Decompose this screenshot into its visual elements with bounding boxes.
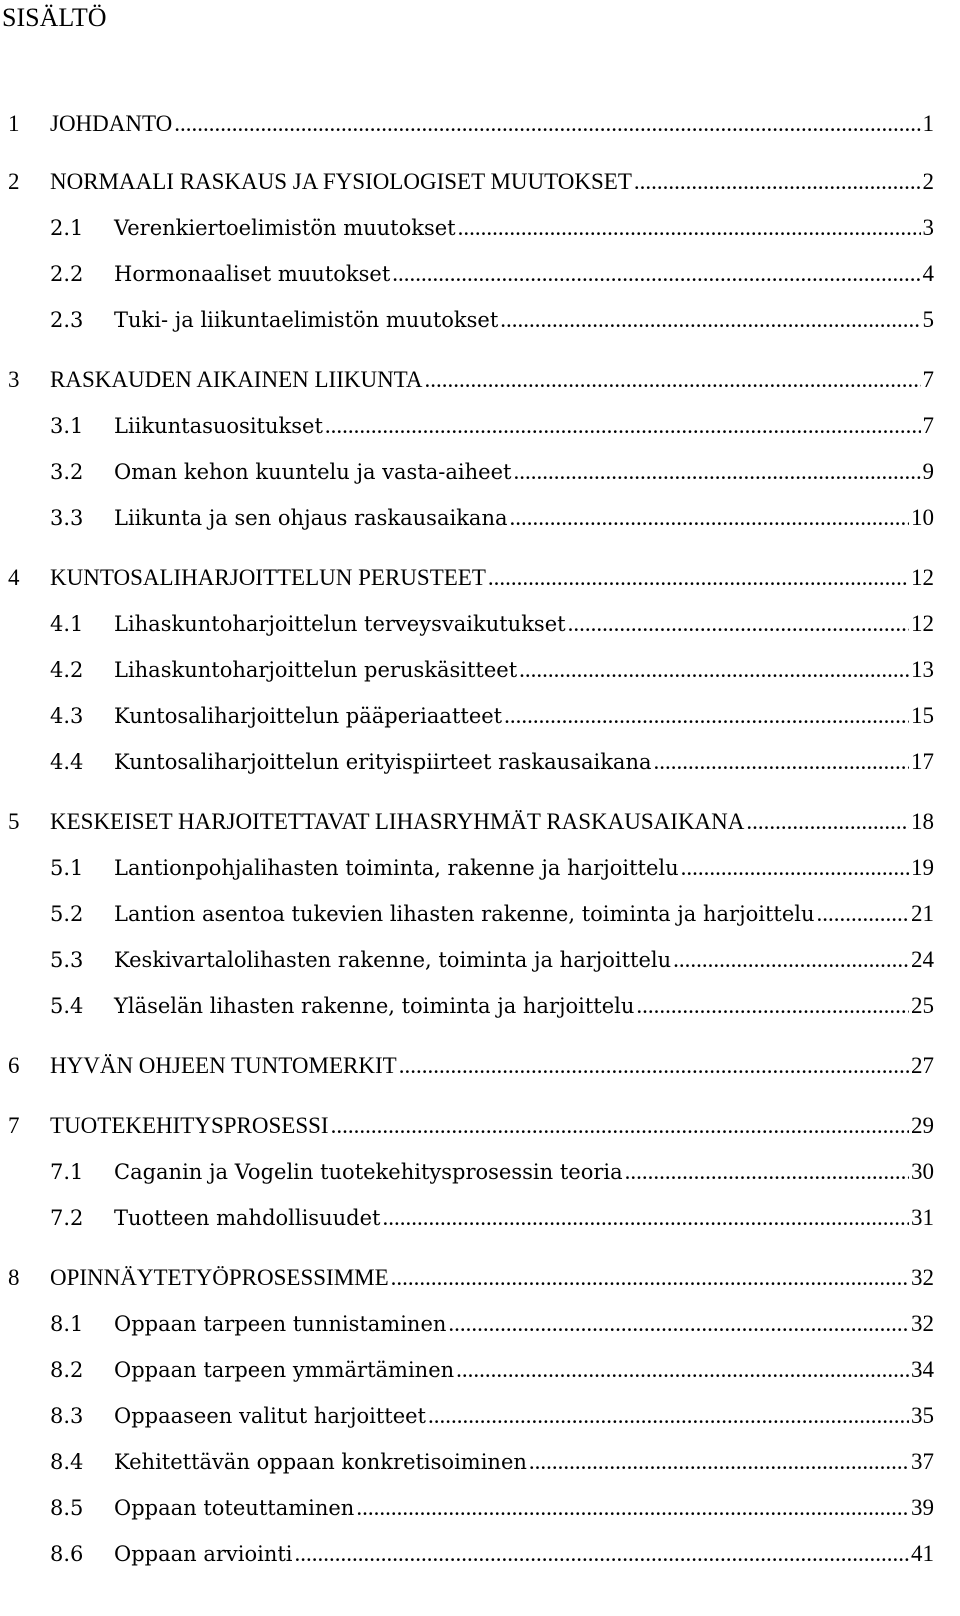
- page-title: SISÄLTÖ: [2, 3, 107, 32]
- toc-entry-page-number: 12: [911, 611, 934, 636]
- toc-entry[interactable]: [50, 608, 934, 640]
- toc-entry-page-number: 27: [911, 1053, 934, 1078]
- toc-entry-title: Verenkiertoelimistön muutokset: [114, 216, 456, 240]
- toc-entry-number: 8.5: [50, 1496, 84, 1520]
- toc-entry-number: 4: [8, 565, 20, 590]
- toc-entry-page-number: 3: [922, 215, 934, 240]
- toc-entry-number: 2.1: [50, 216, 84, 240]
- toc-entry-page-number: 10: [911, 505, 934, 530]
- toc-entry-page-number: 9: [922, 459, 934, 484]
- toc-entry[interactable]: [50, 502, 934, 534]
- toc-entry-page-number: 19: [911, 855, 934, 880]
- toc-entry-number: 4.3: [50, 704, 84, 728]
- toc-entry-title: JOHDANTO: [50, 111, 173, 136]
- toc-entry-title: Lihaskuntoharjoittelun terveysvaikutukset: [114, 612, 566, 636]
- toc-entry-page-number: 30: [911, 1159, 934, 1184]
- toc-entry-page-number: 12: [911, 565, 934, 590]
- toc-entry-number: 6: [8, 1053, 20, 1078]
- toc-entry-number: 7: [8, 1113, 20, 1138]
- toc-entry-title: Hormonaaliset muutokset: [114, 262, 391, 286]
- toc-entry-title: Oppaaseen valitut harjoitteet: [114, 1404, 426, 1428]
- toc-entry-number: 5.4: [50, 994, 84, 1018]
- toc-entry[interactable]: [8, 166, 934, 198]
- toc-entry-number: 3: [8, 367, 20, 392]
- toc-entry-page-number: 35: [911, 1403, 934, 1428]
- toc-dot-leader: [392, 258, 920, 290]
- toc-entry-number: 4.2: [50, 658, 84, 682]
- toc-entry-title: Lantionpohjalihasten toiminta, rakenne ja harjoittelu: [114, 856, 679, 880]
- toc-entry[interactable]: [50, 456, 934, 488]
- toc-entry-page-number: 31: [911, 1205, 934, 1230]
- toc-entry-number: 8.3: [50, 1404, 84, 1428]
- toc-entry-number: 5: [8, 809, 20, 834]
- toc-entry-title: Caganin ja Vogelin tuotekehitysprosessin teoria: [114, 1160, 623, 1184]
- toc-dot-leader: [636, 990, 909, 1022]
- toc-entry-title: Lantion asentoa tukevien lihasten rakenne, toiminta ja harjoittelu: [114, 902, 815, 926]
- toc-entry[interactable]: [50, 1308, 934, 1340]
- toc-entry-number: 3.1: [50, 414, 84, 438]
- toc-entry-title: Tuki- ja liikuntaelimistön muutokset: [114, 308, 499, 332]
- toc-entry-number: 1: [8, 111, 20, 136]
- toc-entry-page-number: 7: [922, 367, 934, 392]
- toc-entry[interactable]: [8, 1050, 934, 1082]
- toc-dot-leader: [331, 1110, 909, 1142]
- toc-entry[interactable]: [50, 212, 934, 244]
- toc-entry-title: Liikuntasuositukset: [114, 414, 323, 438]
- toc-entry[interactable]: [50, 990, 934, 1022]
- toc-entry[interactable]: [8, 364, 934, 396]
- toc-dot-leader: [746, 806, 909, 838]
- toc-entry-page-number: 1: [922, 111, 934, 136]
- toc-dot-leader: [500, 304, 920, 336]
- toc-entry-page-number: 21: [911, 901, 934, 926]
- toc-entry-number: 8.2: [50, 1358, 84, 1382]
- toc-dot-leader: [428, 1400, 909, 1432]
- toc-dot-leader: [391, 1262, 909, 1294]
- toc-dot-leader: [458, 212, 921, 244]
- toc-entry[interactable]: [50, 852, 934, 884]
- toc-entry-number: 2: [8, 169, 20, 194]
- toc-entry[interactable]: [8, 1262, 934, 1294]
- toc-entry-page-number: 41: [911, 1541, 934, 1566]
- toc-dot-leader: [425, 364, 921, 396]
- toc-entry[interactable]: [50, 898, 934, 930]
- toc-entry[interactable]: [50, 1202, 934, 1234]
- toc-entry-title: RASKAUDEN AIKAINEN LIIKUNTA: [50, 367, 423, 392]
- toc-entry-title: NORMAALI RASKAUS JA FYSIOLOGISET MUUTOKSET: [50, 169, 632, 194]
- toc-entry-number: 8.6: [50, 1542, 84, 1566]
- toc-entry[interactable]: [50, 410, 934, 442]
- toc-entry-title: Kuntosaliharjoittelun erityispiirteet raskausaikana: [114, 750, 652, 774]
- toc-entry[interactable]: [50, 1538, 934, 1570]
- toc-entry-number: 8.1: [50, 1312, 84, 1336]
- toc-entry-title: Oppaan arviointi: [114, 1542, 293, 1566]
- toc-dot-leader: [529, 1446, 909, 1478]
- toc-entry-number: 2.3: [50, 308, 84, 332]
- toc-dot-leader: [625, 1156, 909, 1188]
- toc-entry-page-number: 25: [911, 993, 934, 1018]
- toc-entry[interactable]: [50, 1492, 934, 1524]
- toc-dot-leader: [654, 746, 910, 778]
- toc-entry[interactable]: [50, 1156, 934, 1188]
- toc-entry-page-number: 7: [922, 413, 934, 438]
- toc-dot-leader: [399, 1050, 909, 1082]
- toc-entry-page-number: 5: [922, 307, 934, 332]
- toc-entry-title: Lihaskuntoharjoittelun peruskäsitteet: [114, 658, 518, 682]
- toc-entry-title: KUNTOSALIHARJOITTELUN PERUSTEET: [50, 565, 486, 590]
- toc-entry[interactable]: [50, 654, 934, 686]
- toc-entry-page-number: 13: [911, 657, 934, 682]
- toc-entry-title: Keskivartalolihasten rakenne, toiminta ja harjoittelu: [114, 948, 672, 972]
- toc-dot-leader: [356, 1492, 909, 1524]
- toc-entry-title: Oppaan tarpeen tunnistaminen: [114, 1312, 447, 1336]
- toc-dot-leader: [174, 108, 920, 140]
- toc-dot-leader: [519, 654, 909, 686]
- toc-entry-page-number: 32: [911, 1265, 934, 1290]
- toc-entry[interactable]: [50, 746, 934, 778]
- toc-entry-title: Kuntosaliharjoittelun pääperiaatteet: [114, 704, 503, 728]
- toc-entry-title: OPINNÄYTETYÖPROSESSIMME: [50, 1265, 389, 1290]
- toc-dot-leader: [504, 700, 909, 732]
- toc-entry-title: Yläselän lihasten rakenne, toiminta ja harjoittelu: [114, 994, 635, 1018]
- toc-entry[interactable]: [50, 700, 934, 732]
- toc-entry[interactable]: [8, 562, 934, 594]
- toc-entry-page-number: 29: [911, 1113, 934, 1138]
- toc-entry-page-number: 32: [911, 1311, 934, 1336]
- toc-entry[interactable]: [8, 1110, 934, 1142]
- toc-entry-title: Kehitettävän oppaan konkretisoiminen: [114, 1450, 527, 1474]
- toc-entry-title: Oppaan tarpeen ymmärtäminen: [114, 1358, 455, 1382]
- toc-entry-title: Oman kehon kuuntelu ja vasta-aiheet: [114, 460, 512, 484]
- toc-entry[interactable]: [50, 304, 934, 336]
- toc-entry-title: Tuotteen mahdollisuudet: [114, 1206, 381, 1230]
- toc-entry[interactable]: [8, 806, 934, 838]
- toc-dot-leader: [448, 1308, 909, 1340]
- toc-entry-title: Liikunta ja sen ohjaus raskausaikana: [114, 506, 508, 530]
- toc-dot-leader: [456, 1354, 909, 1386]
- toc-dot-leader: [681, 852, 909, 884]
- toc-dot-leader: [817, 898, 910, 930]
- toc-entry-title: KESKEISET HARJOITETTAVAT LIHASRYHMÄT RASKAUSAIKANA: [50, 809, 745, 834]
- toc-entry-title: TUOTEKEHITYSPROSESSI: [50, 1113, 329, 1138]
- toc-entry[interactable]: [50, 1354, 934, 1386]
- toc-entry-number: 2.2: [50, 262, 84, 286]
- toc-dot-leader: [634, 166, 921, 198]
- toc-entry-number: 7.2: [50, 1206, 84, 1230]
- toc-entry-page-number: 24: [911, 947, 934, 972]
- toc-dot-leader: [382, 1202, 909, 1234]
- toc-entry-title: Oppaan toteuttaminen: [114, 1496, 355, 1520]
- toc-dot-leader: [488, 562, 909, 594]
- toc-entry-number: 7.1: [50, 1160, 84, 1184]
- toc-entry-number: 5.3: [50, 948, 84, 972]
- toc-entry[interactable]: [50, 258, 934, 290]
- toc-entry-number: 3.2: [50, 460, 84, 484]
- toc-entry-page-number: 34: [911, 1357, 934, 1382]
- toc-entry-number: 3.3: [50, 506, 84, 530]
- toc-entry[interactable]: [8, 108, 934, 140]
- toc-entry-number: 4.4: [50, 750, 84, 774]
- toc-dot-leader: [295, 1538, 909, 1570]
- toc-entry-number: 4.1: [50, 612, 84, 636]
- toc-entry[interactable]: [50, 944, 934, 976]
- toc-entry-page-number: 15: [911, 703, 934, 728]
- toc-dot-leader: [673, 944, 909, 976]
- toc-dot-leader: [568, 608, 909, 640]
- toc-entry[interactable]: [50, 1400, 934, 1432]
- toc-entry-number: 8.4: [50, 1450, 84, 1474]
- toc-entry[interactable]: [50, 1446, 934, 1478]
- toc-entry-number: 5.1: [50, 856, 84, 880]
- toc-entry-page-number: 18: [911, 809, 934, 834]
- toc-dot-leader: [513, 456, 920, 488]
- toc-entry-title: HYVÄN OHJEEN TUNTOMERKIT: [50, 1053, 397, 1078]
- toc-entry-number: 5.2: [50, 902, 84, 926]
- toc-entry-page-number: 2: [922, 169, 934, 194]
- toc-dot-leader: [509, 502, 909, 534]
- toc-entry-page-number: 37: [911, 1449, 934, 1474]
- toc-entry-number: 8: [8, 1265, 20, 1290]
- toc-entry-page-number: 17: [911, 749, 934, 774]
- toc-entry-page-number: 39: [911, 1495, 934, 1520]
- toc-entry-page-number: 4: [922, 261, 934, 286]
- toc-dot-leader: [325, 410, 921, 442]
